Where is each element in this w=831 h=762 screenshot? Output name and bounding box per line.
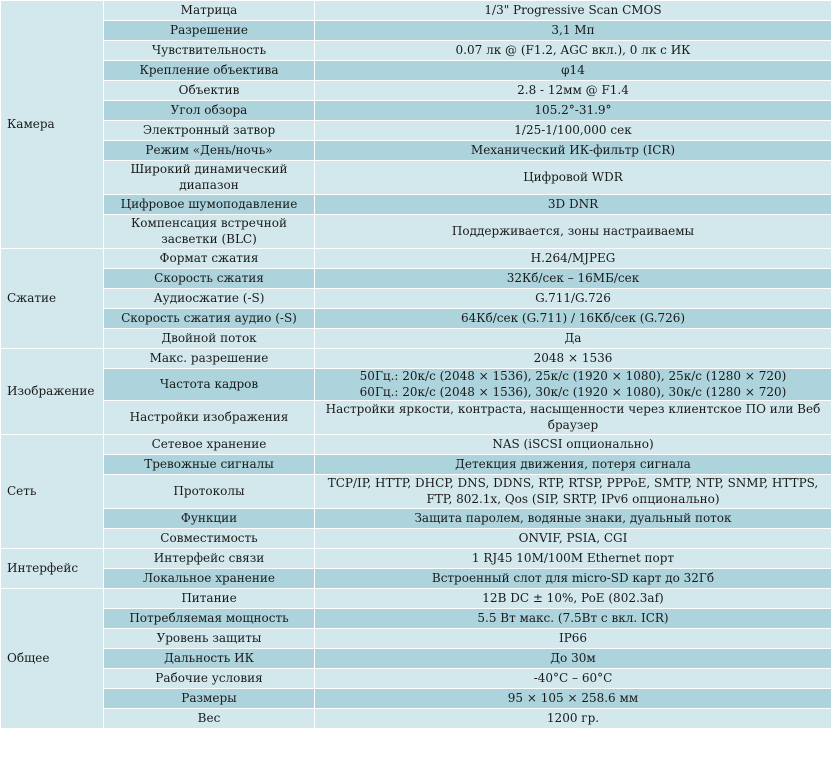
param-cell: Широкий динамический диапазон [104, 161, 315, 195]
param-cell: Электронный затвор [104, 121, 315, 141]
param-cell: Совместимость [104, 529, 315, 549]
value-cell: Механический ИК-фильтр (ICR) [315, 141, 831, 161]
value-cell: 3D DNR [315, 195, 831, 215]
spec-row [1, 215, 831, 249]
param-cell: Тревожные сигналы [104, 455, 315, 475]
spec-row [1, 289, 831, 309]
param-cell: Протоколы [104, 475, 315, 509]
value-cell: 32Кб/сек – 16МБ/сек [315, 269, 831, 289]
value-cell: Встроенный слот для micro-SD карт до 32Гб [315, 569, 831, 589]
category-cell: Сеть [1, 435, 104, 549]
value-cell: 50Гц.: 20к/с (2048 × 1536), 25к/с (1920 × 1080), 25к/с (1280 × 720) 60Гц.: 20к/с (2048 × 1536), 30к/с (1920 × 1080), 30к/с (1280 × 720) [315, 369, 831, 401]
spec-table-body [1, 1, 831, 729]
value-cell: Защита паролем, водяные знаки, дуальный поток [315, 509, 831, 529]
value-cell: 2.8 - 12мм @ F1.4 [315, 81, 831, 101]
param-cell: Объектив [104, 81, 315, 101]
spec-row [1, 669, 831, 689]
param-cell: Крепление объектива [104, 61, 315, 81]
param-cell: Питание [104, 589, 315, 609]
value-cell: 105.2°-31.9° [315, 101, 831, 121]
value-cell: Да [315, 329, 831, 349]
param-cell: Дальность ИК [104, 649, 315, 669]
category-cell: Камера [1, 1, 104, 249]
value-cell: G.711/G.726 [315, 289, 831, 309]
spec-row [1, 61, 831, 81]
value-cell: 95 × 105 × 258.6 мм [315, 689, 831, 709]
spec-row [1, 609, 831, 629]
spec-row [1, 629, 831, 649]
spec-row [1, 329, 831, 349]
param-cell: Режим «День/ночь» [104, 141, 315, 161]
param-cell: Скорость сжатия аудио (-S) [104, 309, 315, 329]
value-cell: Настройки яркости, контраста, насыщенности через клиентское ПО или Веб браузер [315, 401, 831, 435]
param-cell: Интерфейс связи [104, 549, 315, 569]
value-cell: 12В DC ± 10%, PoE (802.3af) [315, 589, 831, 609]
param-cell: Скорость сжатия [104, 269, 315, 289]
param-cell: Настройки изображения [104, 401, 315, 435]
spec-row [1, 269, 831, 289]
spec-row [1, 161, 831, 195]
value-cell: NAS (iSCSI опционально) [315, 435, 831, 455]
spec-row [1, 529, 831, 549]
param-cell: Разрешение [104, 21, 315, 41]
value-cell: 0.07 лк @ (F1.2, AGC вкл.), 0 лк с ИК [315, 41, 831, 61]
value-cell: 1200 гр. [315, 709, 831, 729]
value-cell: H.264/MJPEG [315, 249, 831, 269]
category-cell: Сжатие [1, 249, 104, 349]
spec-row [1, 21, 831, 41]
category-cell: Интерфейс [1, 549, 104, 589]
param-cell: Потребляемая мощность [104, 609, 315, 629]
spec-row [1, 101, 831, 121]
value-cell: ONVIF, PSIA, CGI [315, 529, 831, 549]
param-cell: Рабочие условия [104, 669, 315, 689]
param-cell: Размеры [104, 689, 315, 709]
value-cell: φ14 [315, 61, 831, 81]
value-cell: 1 RJ45 10M/100M Ethernet порт [315, 549, 831, 569]
value-cell: 64Кб/сек (G.711) / 16Кб/сек (G.726) [315, 309, 831, 329]
param-cell: Локальное хранение [104, 569, 315, 589]
spec-row [1, 401, 831, 435]
param-cell: Сетевое хранение [104, 435, 315, 455]
value-cell: Детекция движения, потеря сигнала [315, 455, 831, 475]
param-cell: Макс. разрешение [104, 349, 315, 369]
param-cell: Частота кадров [104, 369, 315, 401]
spec-row [1, 589, 831, 609]
category-cell: Изображение [1, 349, 104, 435]
value-cell: TCP/IP, HTTP, DHCP, DNS, DDNS, RTP, RTSP, PPPoE, SMTP, NTP, SNMP, HTTPS, FTP, 802.1x, Qos (SIP, SRTP, IPv6 опционально) [315, 475, 831, 509]
spec-row [1, 249, 831, 269]
spec-row [1, 349, 831, 369]
param-cell: Матрица [104, 1, 315, 21]
param-cell: Двойной поток [104, 329, 315, 349]
spec-row [1, 569, 831, 589]
spec-row [1, 509, 831, 529]
param-cell: Цифровое шумоподавление [104, 195, 315, 215]
param-cell: Компенсация встречной засветки (BLC) [104, 215, 315, 249]
spec-row [1, 549, 831, 569]
param-cell: Чувствительность [104, 41, 315, 61]
value-cell: IP66 [315, 629, 831, 649]
spec-row [1, 435, 831, 455]
param-cell: Вес [104, 709, 315, 729]
category-cell: Общее [1, 589, 104, 729]
spec-row [1, 195, 831, 215]
spec-row [1, 709, 831, 729]
value-cell: 3,1 Мп [315, 21, 831, 41]
spec-row [1, 369, 831, 401]
param-cell: Уровень защиты [104, 629, 315, 649]
value-cell: 1/25-1/100,000 сек [315, 121, 831, 141]
spec-row [1, 649, 831, 669]
param-cell: Угол обзора [104, 101, 315, 121]
spec-row [1, 475, 831, 509]
spec-row [1, 141, 831, 161]
spec-row [1, 81, 831, 101]
param-cell: Аудиосжатие (-S) [104, 289, 315, 309]
param-cell: Формат сжатия [104, 249, 315, 269]
spec-row [1, 689, 831, 709]
value-cell: 5.5 Вт макс. (7.5Вт с вкл. ICR) [315, 609, 831, 629]
spec-row [1, 309, 831, 329]
value-cell: 1/3" Progressive Scan CMOS [315, 1, 831, 21]
value-cell: Поддерживается, зоны настраиваемы [315, 215, 831, 249]
spec-row [1, 121, 831, 141]
param-cell: Функции [104, 509, 315, 529]
value-cell: -40°C – 60°C [315, 669, 831, 689]
spec-row [1, 1, 831, 21]
spec-row [1, 455, 831, 475]
value-cell: Цифровой WDR [315, 161, 831, 195]
spec-row [1, 41, 831, 61]
value-cell: До 30м [315, 649, 831, 669]
value-cell: 2048 × 1536 [315, 349, 831, 369]
